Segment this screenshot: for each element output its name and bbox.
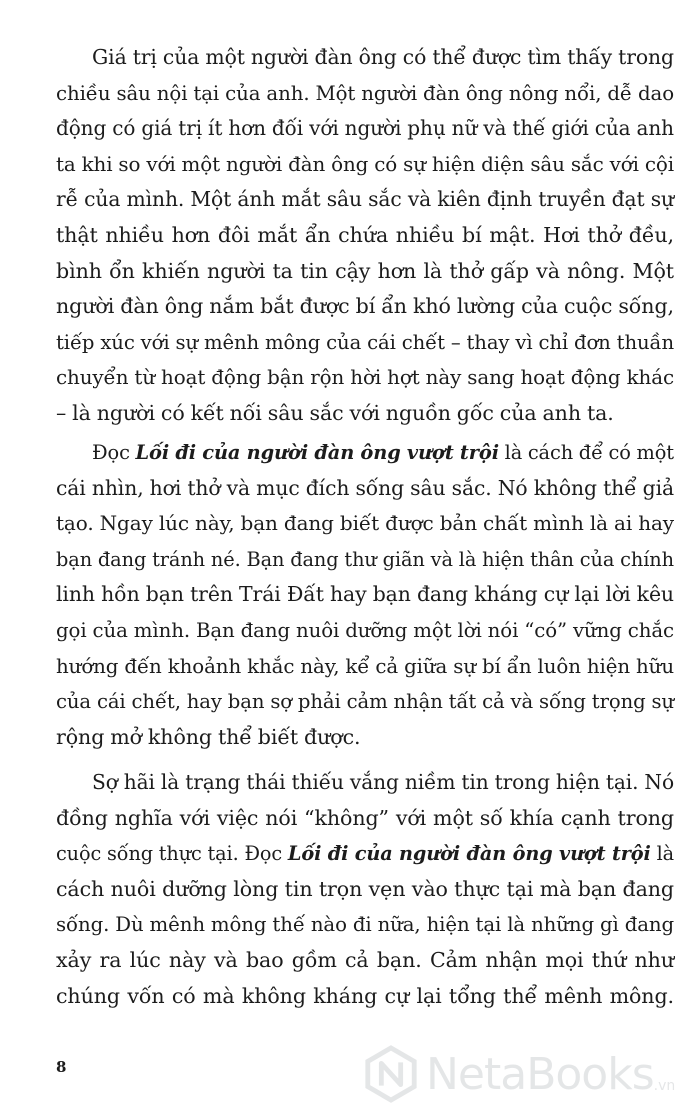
text-line: tạo. Ngay lúc này, bạn đang biết được bản chất mình là ai hay: [56, 511, 674, 536]
text-line: cách nuôi dưỡng lòng tin trọn vẹn vào thực tại mà bạn đang: [56, 876, 674, 901]
text-line: [56, 435, 674, 471]
text-line: của cái chết, hay bạn sợ phải cảm nhận tất cả và sống trọng sự: [56, 690, 674, 714]
text-line: Sợ hãi là trạng thái thiếu vắng niềm tin trong hiện tại. Nó: [92, 770, 674, 794]
text-line: gọi của mình. Bạn đang nuôi dưỡng một lời nói “có” vững chắc: [56, 618, 674, 642]
text-run: cuộc sống thực tại. Đọc: [56, 842, 288, 866]
text-line: bạn đang tránh né. Bạn đang thư giãn và là hiện thân của chính: [56, 547, 674, 571]
text-run: là cách để có một: [498, 441, 674, 464]
paragraph-1: [56, 40, 674, 432]
book-title: Lối đi của người đàn ông vượt trội: [287, 842, 651, 866]
text-line: rễ của mình. Một ánh mắt sâu sắc và kiên định truyền đạt sự: [56, 187, 674, 212]
text-line: đồng nghĩa với việc nói “không” với một số khía cạnh trong: [56, 805, 674, 830]
paragraph-2: [56, 435, 674, 755]
text-line: thật nhiều hơn đôi mắt ẩn chứa nhiều bí mật. Hơi thở đều,: [56, 222, 674, 247]
netabooks-logo-icon: [362, 1045, 420, 1103]
text-line: [56, 836, 674, 872]
text-line: cái nhìn, hơi thở và mục đích sống sâu sắc. Nó không thể giả: [56, 475, 674, 500]
text-run: Đọc: [92, 441, 136, 464]
text-line: xảy ra lúc này và bao gồm cả bạn. Cảm nhận mọi thứ như: [56, 947, 674, 972]
text-line: chiều sâu nội tại của anh. Một người đàn ông nông nổi, dễ dao: [56, 81, 674, 105]
text-line: chuyển từ hoạt động bận rộn hời hợt này sang hoạt động khác: [56, 366, 674, 390]
watermark-tld: .vn: [653, 1078, 676, 1094]
text-line: sống. Dù mênh mông thế nào đi nữa, hiện tại là những gì đang: [56, 913, 674, 937]
text-line: linh hồn bạn trên Trái Đất hay bạn đang kháng cự lại lời kêu: [56, 582, 674, 607]
text-line: động có giá trị ít hơn đối với người phụ nữ và thế giới của anh: [56, 116, 674, 141]
watermark-brand: NetaBooks: [426, 1048, 654, 1100]
text-line: – là người có kết nối sâu sắc với nguồn gốc của anh ta.: [56, 400, 614, 425]
text-run: là: [650, 842, 675, 866]
book-title: Lối đi của người đàn ông vượt trội: [135, 441, 499, 464]
text-line: Giá trị của một người đàn ông có thể được tìm thấy trong: [92, 45, 674, 69]
text-line: tiếp xúc với sự mênh mông của cái chết – thay vì chỉ đơn thuần: [56, 330, 674, 354]
text-line: chúng vốn có mà không kháng cự lại tổng thể mênh mông.: [56, 983, 674, 1008]
text-line: ta khi so với một người đàn ông có sự hiện diện sâu sắc với cội: [56, 152, 674, 176]
text-line: rộng mở không thể biết được.: [56, 724, 361, 749]
paragraph-3: [56, 765, 674, 1014]
text-line: người đàn ông nắm bắt được bí ẩn khó lường của cuộc sống,: [56, 294, 674, 319]
text-line: bình ổn khiến người ta tin cậy hơn là thở gấp và nông. Một: [56, 258, 674, 283]
page-number: 8: [56, 1058, 67, 1076]
text-line: hướng đến khoảnh khắc này, kể cả giữa sự bí ẩn luôn hiện hữu: [56, 654, 674, 678]
watermark: [362, 1040, 692, 1108]
